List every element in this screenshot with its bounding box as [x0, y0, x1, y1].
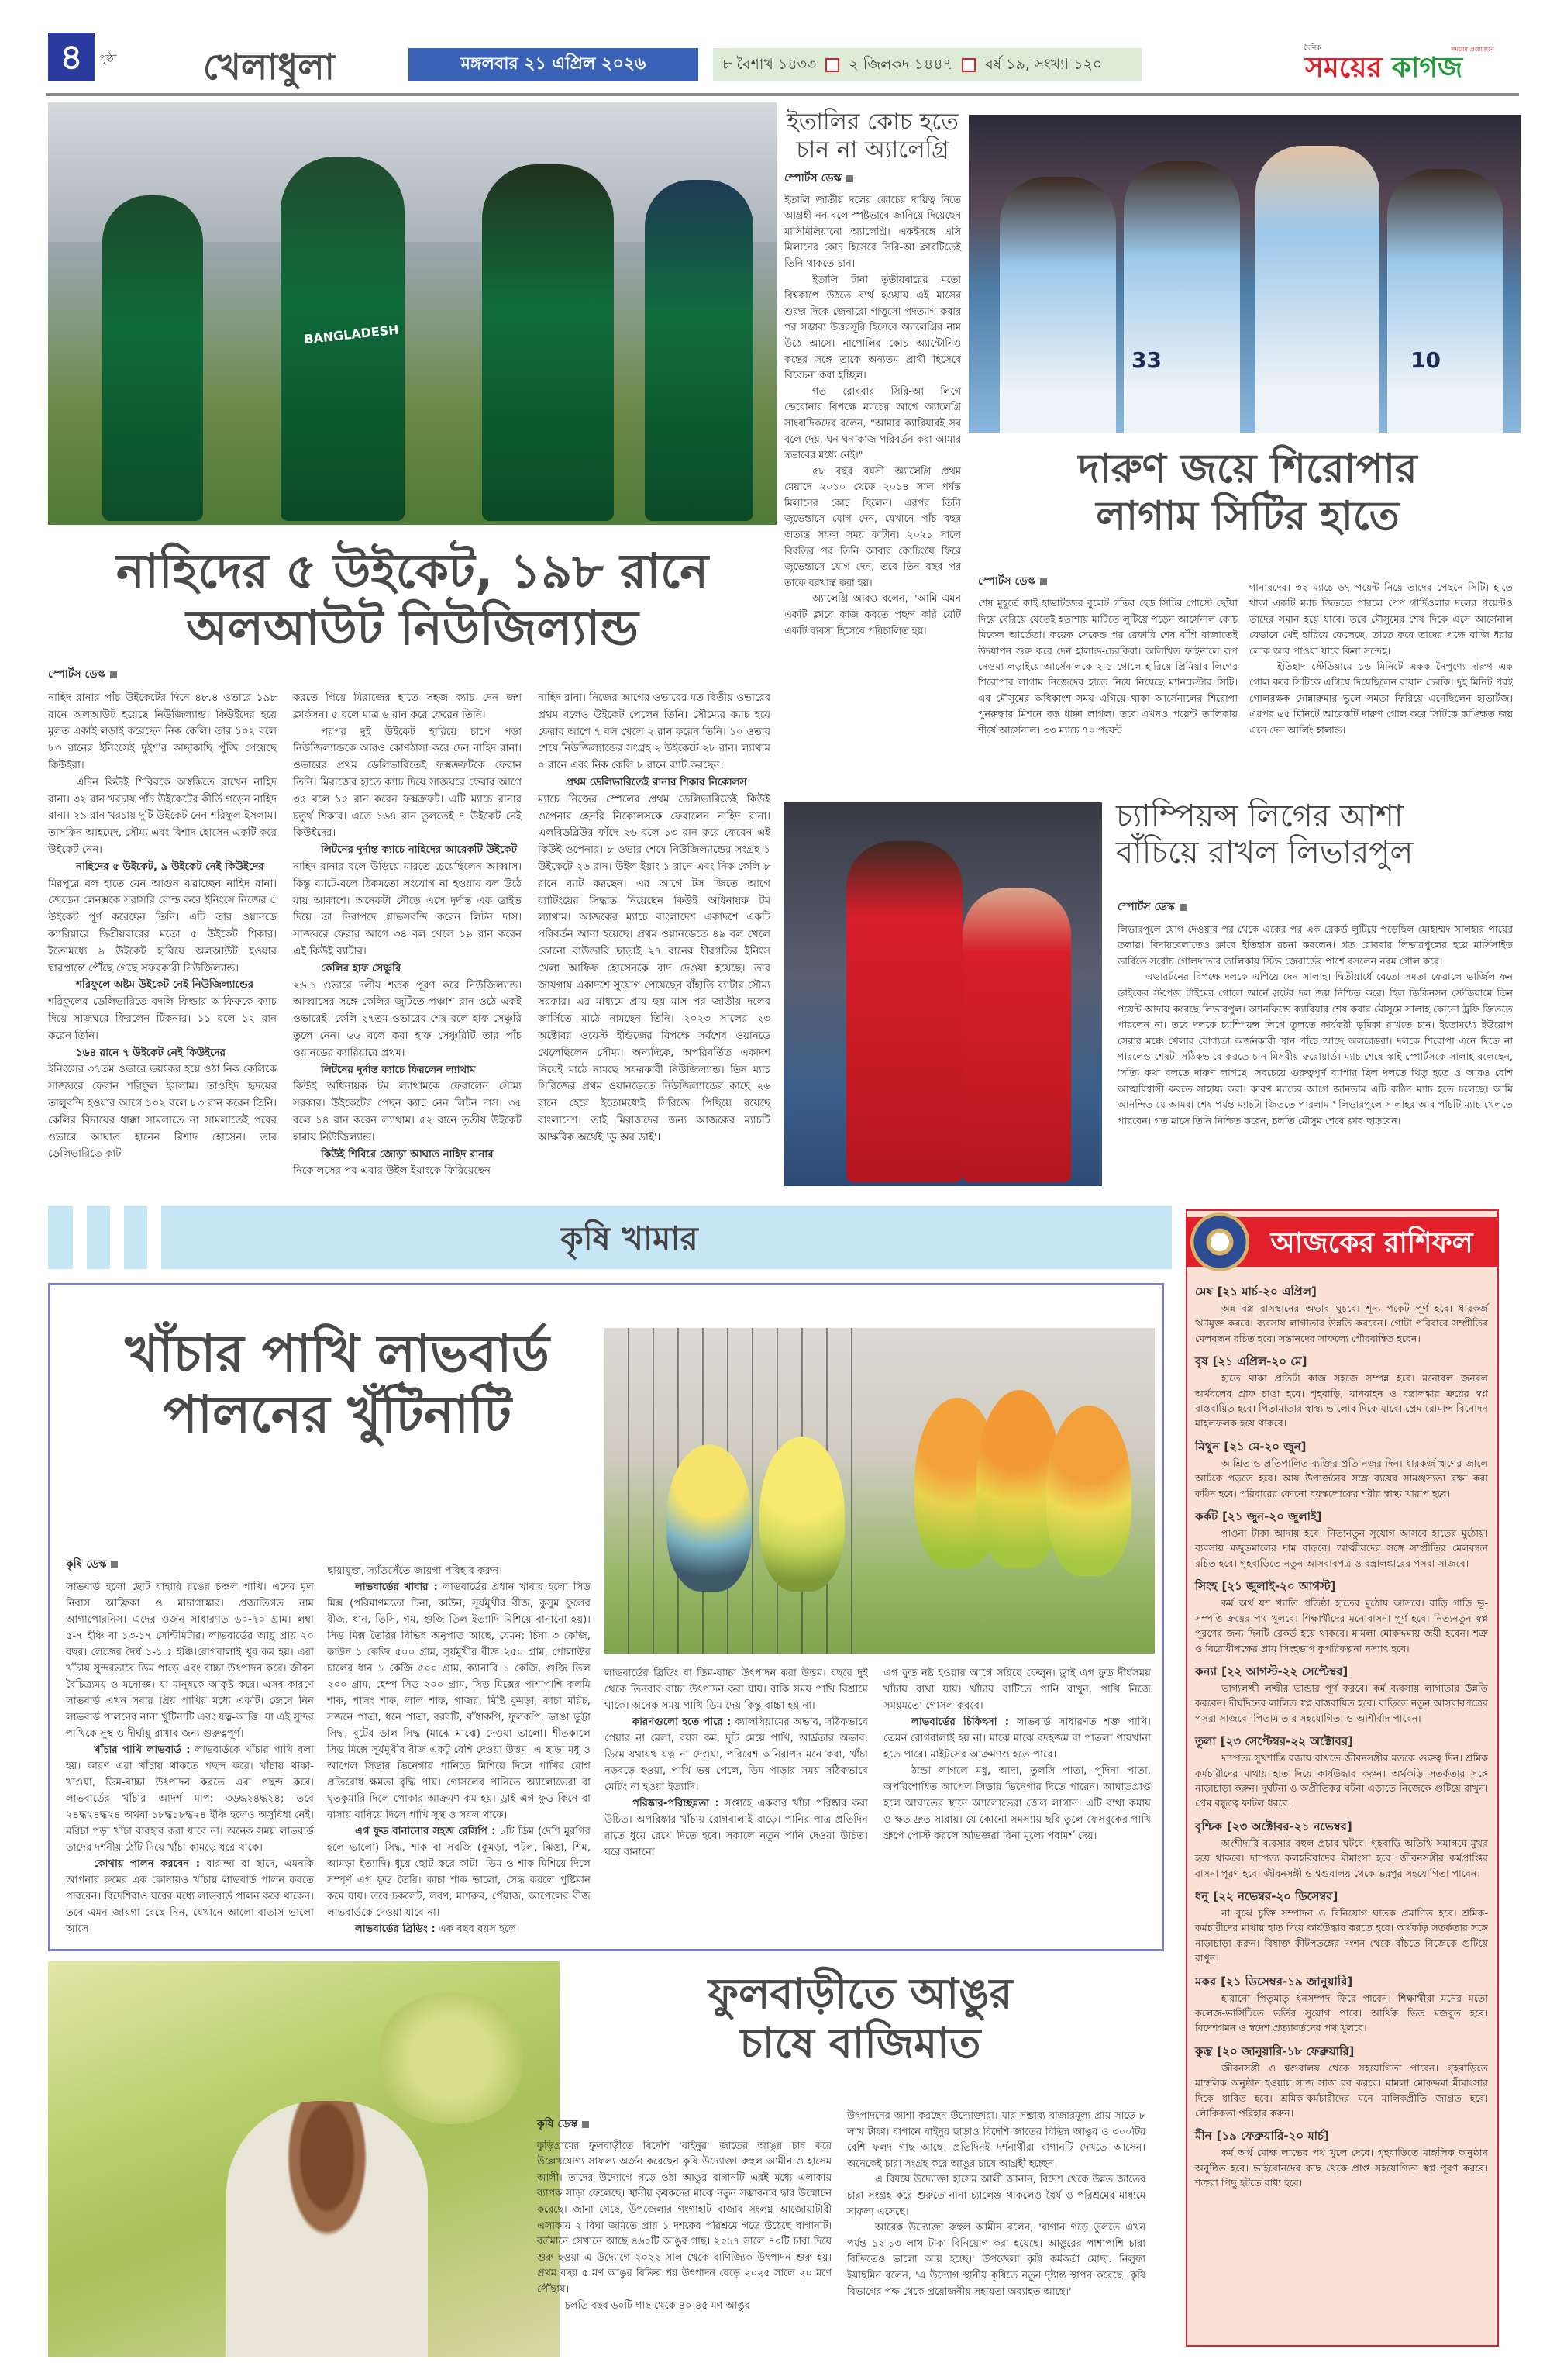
page-number-box: ৪ [48, 33, 95, 81]
horoscope-entry [1195, 1352, 1488, 1431]
grapes-headline-line2: চাষে বাজিমাত [739, 2018, 981, 2068]
byline: কৃষি ডেস্ক [537, 2116, 832, 2133]
paragraph: লাভবার্ডের খাবার : লাভবার্ডের প্রধান খাবার হলো সিড মিক্স (পরিমাণমতো চিনা, কাউন, সূর্যমুখীর বীজ, কুসুম ফুলের বীজ, ধান, তিসি, গম, গুজি তিল ইত্যাদি মিশিয়ে বানানো হয়)। সিড মিক্স তৈরির বিভিন্ন অনুপাত আছে, যেমন: চিনা ৩ কেজি, কাউন ১ কেজি ৫০০ গ্রাম, সূর্যমুখীর বীজ ২৫০ গ্রাম, পোলাউর চালের ধান ১ কেজি ৫০০ গ্রাম, ক্যানারি ১ কেজি, গুজি তিল ২০০ গ্রাম, হেম্প সিড ২০০ গ্রাম, সিড মিক্সের পাশাপাশি কলমি শাক, পালং শাক, লাল শাক, গাজর, মিষ্টি কুমড়া, কাচা মরিচ, সজনে পাতা, ধনে পাতা, বরবটি, বাঁধাকপি, ফুলকপি, ভাঙা ভুট্টা সিদ্ধ, বুটের ডাল সিদ্ধ (মাঝে মাঝে) দেওয়া ভালো। শীতকালে সিড মিক্সে সূর্যমুখীর বীজ একটু বেশি দেওয়া উত্তম। এ ছাড়া মধু ও আপেল সিডার ভিনেগার পানিতে মিশিয়ে দিলে পাখির রোগ প্রতিরোধ ক্ষমতা বৃদ্ধি পায়। গোসলের পানিতে অ্যালোভেরা বা ঘৃতকুমারি দিলে পোকার আক্রমণ কম হয়। ড্রাই এগ ফুড কিনে বা বাসায় বানিয়ে দিলে পাখি সুস্থ ও সবল থাকে। [327, 1581, 591, 1821]
zodiac-sign-heading [1195, 1282, 1488, 1301]
paragraph: কুড়িগ্রামের ফুলবাড়ীতে বিদেশি 'বাইনুর' জাতের আঙুর চাষ করে উল্লেখযোগ্য সাফল্য অর্জন করেছেন কৃষি উদ্যোক্তা রুহুল আমীন ও হাসেম আলী। তাদের উদ্যোগে গড়ে ওঠা আঙুর বাগানটি এরই মধ্যে এলাকায় ব্যাপক সাড়া ফেলেছে। স্থানীয় কৃষকদের মাঝে নতুন সম্ভাবনার দ্বার উন্মোচন করেছে। জানা গেছে, উপজেলার গংগাহাট বাজার সংলগ্ন আজোয়াটারী এলাকায় ২ বিঘা জমিতে প্রায় ১ দশকের পরিশ্রমে গড়ে উঠেছে বাগানটি। বর্তমানে সেখানে আছে ৪৬০টি আঙুর গাছ। ২০১৭ সালে ৪০টি চারা দিয়ে শুরু হওয়া এ উদ্যোগে ২০২২ সাল থেকে বাণিজ্যিক উৎপাদন শুরু হয়। প্রথম বছর ৫ মণ আঙুর বিক্রির পর উৎপাদন বেড়ে ২০২৫ সালে ২০ মণে পৌঁছায়। [537, 2140, 832, 2295]
man-city-photo [969, 115, 1521, 433]
shirt-number: 10 [1410, 347, 1441, 373]
subheading: প্রথম ডেলিভারিতেই রানার শিকার নিকোলস [566, 776, 747, 788]
paragraph: লিভারপুলে যোগ দেওয়ার পর থেকে একের পর এক রেকর্ড লুটিয়ে পড়েছিল মোহাম্মদ সালহার পায়ের তলায়। বিদায়বেলাতেও ক্লাবে ইতিহাস রচনা করলেন। গত রোববার লিভারপুলের হয়ে মার্সিসাইড ডার্বিতে সর্বোচ গোলদাতার তালিকায় স্টিভ জেরার্ডের পাশে বসলেন নবম গোল করে। [1118, 923, 1513, 967]
liverpool-headline [1116, 799, 1519, 871]
player-figure [482, 164, 614, 521]
nahid-headline [48, 543, 777, 656]
jersey-text: BANGLADESH [303, 322, 400, 347]
zodiac-date-range: [২১ জুন-২০ জুলাই] [1222, 1509, 1322, 1524]
byline: স্পোর্টস ডেস্ক [784, 171, 961, 187]
zodiac-forecast: হারানো পিতৃমাতৃ ধনসম্পদ ফিরে পাবেন। শিক্ষার্থীরা মনের মতো কলেজ-ভার্সিটিতে ভর্তির সুযোগ পাবে। আর্থিক ভিত মজবুত হবে। বিদেশগমন ও স্বদেশ প্রত্যাবর্তনের পথ খুলবে। [1195, 1992, 1488, 2034]
zodiac-forecast: কর্ম অর্থ যশ খ্যাতি প্রতিষ্ঠা হাতের মুঠোয় আসবে। বাড়ি গাড়ি ভূ-সম্পত্তি ক্রয়ের পথ খুলবে। শিক্ষার্থীদের মনোবাসনা পূর্ণ হবে। নিত্যনতুন স্বপ্ন পূরণের জন্য দিনটি রেকর্ড হয়ে থাকবে। মামলা মোকদ্দমায় জয়ী হবেন। শত্রু ও বিরোধীপক্ষের প্রায় সিংহভাগ কুপরিকল্পনা নস্যাৎ হবে। [1195, 1597, 1488, 1654]
zodiac-date-range: [২২ নভেম্বর-২০ ডিসেম্বর] [1213, 1888, 1338, 1903]
section-title: খেলাধুলা [203, 46, 335, 88]
lovebird-column-2 [327, 1563, 591, 1937]
nahid-headline-line2: অলআউট নিউজিল্যান্ড [186, 599, 639, 657]
player-figure [1000, 177, 1116, 433]
grape-cluster [374, 1992, 529, 2124]
zodiac-date-range: [২১ মে-২০ জুন] [1224, 1439, 1307, 1454]
hijri-date: ২ জিলকদ ১৪৪৭ [849, 56, 952, 73]
paragraph: গানারদের। ৩২ ম্যাচে ৬৭ পয়েন্ট নিয়ে তাদের পেছনে সিটি। হাতে থাকা একটি ম্যাচ জিততে পারলে পেপ গার্দিওলার দলের পয়েন্টও তাদের সমান হয়ে যাবে। তবে মৌসুমের শেষ দিকে এসে আর্সেনাল যেভাবে খেই হারিয়ে ফেলেছে, তাতে করে তাদের পক্ষে বাজি ধরার লোক আর পাওয়া যাবে কিনা সন্দেহ। [1249, 581, 1513, 657]
paragraph: শরিফুলের ডেলিভারিতে বদলি ফিল্ডার আফিফকে ক্যাচ দিয়ে সাজঘরে ফিরলেন টিকনার। ১১ বলে ১২ রান করেন তিনি। [48, 996, 277, 1042]
horoscope-entry [1195, 1732, 1488, 1811]
horoscope-entry [1195, 1662, 1488, 1726]
shirt-number: 33 [1132, 347, 1162, 373]
horoscope-entry [1195, 1817, 1488, 1881]
paragraph: পরিষ্কার-পরিচ্ছন্নতা : সপ্তাহে একবার খাঁচা পরিষ্কার করা উচিত। অপরিষ্কার খাঁচায় রোগবালাই বাড়ে। পানির পাত্র প্রতিদিন রাতে ধুয়ে রেখে দিতে হবে। সকালে নতুন পানি দেওয়া উচিত। ঘরে বানানো [604, 1798, 868, 1858]
para-lead: কোথায় পালন করবেন : [94, 1858, 200, 1870]
separator-icon [962, 58, 976, 72]
paragraph: ছায়াযুক্ত, স্যাঁতসেঁতে জায়গা পরিহার করুন। [327, 1565, 503, 1577]
zodiac-forecast: দাম্পত্য সুখশান্তি বজায় রাখতে জীবনসঙ্গীর মতকে গুরুত্ব দিন। শ্রমিক কর্মচারীদের মাথায় হাত দিয়ে কার্যউদ্ধার করুন। অর্থকড়ি সতর্কতার সঙ্গে নাড়াচাড়া করুন। দুর্ঘটনা ও অপ্রীতিকর ঘটনা এড়াতে নিজেকে গুটিয়ে রাখুন। প্রেম বন্ধুত্বে ফাটল ধরবে। [1195, 1752, 1488, 1809]
zodiac-sign-heading [1195, 1887, 1488, 1906]
paragraph: লাভবার্ডের ব্রিডিং : এক বছর বয়স হলে [355, 1923, 517, 1935]
cricket-photo [48, 102, 777, 525]
lovebird-headline-line1: খাঁচার পাখি লাভবার্ড [125, 1324, 549, 1384]
paragraph: চলতি বছর ৬০টি গাছ থেকে ৪০-৪৫ মণ আঙুর [565, 2299, 750, 2312]
zodiac-date-range: [২১ এপ্রিল-২০ মে] [1212, 1354, 1307, 1369]
zodiac-date-range: [২১ ডিসেম্বর-১৯ জানুয়ারি] [1221, 1974, 1353, 1989]
paragraph: এভারটনের বিপক্ষে দলকে এগিয়ে দেন সালাহ। দ্বিতীয়ার্ধে বেতো সমতা ফেরালে ভার্জিল ফন ডাইকের স্টপেজ টাইমের গোলে আর্নে স্লটের দল জয় নিশ্চিত করে। হিল ডিকিনসন স্টেডিয়ামে তিন পয়েন্ট আদায় করেছে লিভারপুল। অ্যানফিল্ডে ক্যারিয়ার শেষ করার মৌসুমে সালাহ কোনো ট্রফি জিততে পারলেন না। তবে দলকে চ্যাম্পিয়ন্স লিগে তুলতে কার্যকরী ভূমিকা রাখতে চান। ইতোমধ্যে ইউরোপ সেরার মঞ্চে খেলার যোগ্যতা অর্জনকারী স্থান পাঁচে আছে অলরেডরা। দলকে শিরোপা এনে দিতে না পারলেও শেষটা সঠিকভাবে করতে চান মিসরীয় ফরোয়ার্ড। ম্যাচ শেষে স্কাই স্পোর্টসকে সালাহ বলেছেন, 'সত্যি কথা বলতে দারুণ লাগছে। সবচেয়ে গুরুত্বপূর্ণ ব্যাপার ছিল দলতে থিতু হতে ও আরও বেশি আত্মবিশ্বাসী করতে সাহায্য করা। কারণ ম্যাচের আগে জানতাম এটি কঠিন ম্যাচ হতে চলেছে। আমি আনন্দিত যে আমরা শেষ পর্যন্ত ম্যাচটা জিততে পারলাম।' লিভারপুলে সালাহর আর পাঁচটি ম্যাচ খেলতে পারবেন। গত মাসে তিনি নিশ্চিত করেন, চলতি মৌসুম শেষে ক্লাব ছাড়বেন। [1118, 971, 1513, 1126]
paragraph: নাহিদ রানার পাঁচ উইকেটের দিনে ৪৮.৪ ওভারে ১৯৮ রানে অলআউট হয়েছে নিউজিল্যান্ড। কিউইদের হয়ে মূলত একাই লড়াই করেছেন নিক কেলি। তার ১০২ বলে ৮৩ রানের ইনিংসেই দুইশ'র কাছাকাছি পুঁজি পেয়েছে কিউইরা। [48, 692, 277, 771]
player-figure [102, 195, 203, 521]
date-bar: মঙ্গলবার ২১ এপ্রিল ২০২৬ [408, 48, 698, 81]
banner-stripe [73, 1206, 87, 1269]
liverpool-photo [784, 802, 1102, 1186]
zodiac-date-range: [২১ মার্চ-২০ এপ্রিল] [1217, 1285, 1317, 1299]
zodiac-sign-name: মিথুন [1195, 1439, 1220, 1454]
zodiac-forecast: কর্ম অর্থ মোক্ষ লাভের পথ খুলে দেবে। গৃহবাড়িতে মাঙ্গলিক অনুষ্ঠান অনুষ্ঠিত হবে। ভাইবোনদের কাছ থেকে প্রাপ্ত সহযোগিতা স্বপ্ন পূরণ করবে। শত্রুরা পিছু হটতে বাধ্য হবে। [1195, 2147, 1488, 2189]
zodiac-sign-heading [1195, 1352, 1488, 1371]
horoscope-entry [1195, 1577, 1488, 1656]
paragraph: কোথায় পালন করবেন : বারান্দা বা ছাদে, এমনকি আপনার রুমের এক কোনায়ও খাঁচায় লাভবার্ড পালন করতে পারবেন। বিদেশিরাও ঘরের মধ্যে লাভবার্ড পালন করে থাকেন। তবে এমন জায়গা বেছে নিন, যেখানে আলো-বাতাস ভালো আসে। [66, 1858, 314, 1935]
para-lead: লাভবার্ডের ব্রিডিং : [355, 1923, 436, 1935]
lovebird-article-box [48, 1283, 1164, 1951]
separator-icon [825, 58, 839, 72]
horoscope-entry [1195, 1282, 1488, 1346]
horoscope-header [1187, 1217, 1497, 1267]
nahid-headline-line1: নাহিদের ৫ উইকেট, ১৯৮ রানে [115, 543, 709, 599]
zodiac-forecast: আশ্রিত ও প্রতিপালিত ব্যক্তির প্রতি নজর দিন। ধারকর্জ ঋণের জালে আটকে পড়তে হবে। আয় উপার্জনের সঙ্গে ব্যয়ের সামঞ্জস্যতা রক্ষা করা কঠিন হবে। পরিবারের কোনো বয়স্কলোকের শরীর স্বাস্থ্য খারাপ হবে। [1195, 1457, 1488, 1499]
paragraph: মিরপুরে বল হাতে যেন আগুন ঝরাচ্ছেন নাহিদ রানা। জেডেন লেনক্সকে সরাসরি বোল্ড করে ইনিংসে নিজের ৫ উইকেট পূর্ণ করেছেন তিনি। এটি তার ওয়ানডে ক্যারিয়ারে দ্বিতীয়বারের মতো ৫ উইকেট শিকার। ইতোমধ্যে ৯ উইকেট হারিয়ে অলআউট হওয়ার দ্বারপ্রান্তে পৌঁছে গেছে সফরকারী নিউজিল্যান্ড। [48, 878, 277, 974]
paragraph: নাহিদ রানার বলে উড়িয়ে মারতে চেয়েছিলেন আব্বাস। কিন্তু ব্যাটে-বলে ঠিকমতো সংযোগ না হওয়ায় বল উঠে যায় আকাশে। অনেকটা দৌড়ে এসে দুর্দান্ত এক ডাইভ দিয়ে তা নিরাপদে গ্লাভসবন্দি করেন লিটন দাস। সাজঘরে ফেরার আগে ৩৪ বল খেলে ১৯ রান করেন এই কিউই ব্যাটার। [293, 861, 522, 957]
grapes-column-1 [537, 2116, 832, 2314]
masthead-rule [46, 93, 1519, 96]
zodiac-date-range: [২১ জুলাই-২০ আগস্ট] [1221, 1579, 1336, 1594]
subheading: নাহিদের ৫ উইকেট, ৯ উইকেট নেই কিউইদের [76, 861, 264, 873]
horoscope-entry [1195, 2042, 1488, 2121]
subheading: কেলির হাফ সেঞ্চুরি [321, 962, 401, 974]
player-figure [1256, 146, 1380, 433]
paragraph: ২৬.১ ওভারে দলীয় শতক পূরণ করে নিউজিল্যান্ড। আব্বাসের সঙ্গে কেলির জুটিতে পঞ্চাশ রান ওঠে একই ওভারেই। কেলি ২৭তম ওভারের শেষ বলে হাফ সেঞ্চুরি তুলে নেন। ৬৬ বলে করা হাফ সেঞ্চুরিটি তার পাঁচ ওয়ানডের ক্যারিয়ারে প্রথম। [293, 979, 522, 1059]
zodiac-sign-heading [1195, 2126, 1488, 2145]
zodiac-sign-name: বৃষ [1195, 1354, 1208, 1369]
horoscope-entry [1195, 1972, 1488, 2036]
banner-title: কৃষি খামার [560, 1219, 698, 1257]
lovebird-column-1 [66, 1557, 314, 1937]
horoscope-box [1186, 1209, 1499, 2347]
zodiac-date-range: [২৩ সেপ্টেম্বর-২২ অক্টোবর] [1220, 1734, 1353, 1749]
zodiac-date-range: [১৯ ফেব্রুয়ারি-২০ মার্চ] [1216, 2129, 1329, 2144]
paragraph: ম্যাচে নিজের স্পেলের প্রথম ডেলিভারিতেই কিউই ওপেনার হেনরি নিকোলসকে ফেরালেন নাহিদ রানা। এলবিডব্লিউর ফাঁদে ২৬ বলে ১৩ রান করে ফেরেন এই কিউই ওপেনার। ৮ ওভার শেষে নিউজিল্যান্ডের সংগ্রহ ১ উইকেটে ২৬ রান। উইল ইয়াং ১ রানে এবং নিক কেলি ৮ রানে ব্যাট করছেন। এর আগে টস জিতে আগে ব্যাটিংয়ের সিদ্ধান্ত নিয়েছেন কিউই অধিনায়ক টম ল্যাথাম। আজকের ম্যাচে বাংলাদেশ একাদশে একটি পরিবর্তন আনা হয়েছে। প্রথম ওয়ানডেতে ৪৯ বল খেলে কোনো বাউন্ডারি ছাড়াই ২৭ রানের ধীরগতির ইনিংস খেলা আফিফ হোসেনকে বাদ দেওয়া হয়েছে। তার জায়গায় একাদশে সুযোগ পেয়েছেন বাঁহাতি ব্যাটার সৌম্য সরকার। এর মাধ্যমে প্রায় ছয় মাস পর জাতীয় দলের জার্সিতে মাঠে নামছেন তিনি। ২০২৩ সালের ২৩ অক্টোবর ওয়েস্ট ইন্ডিজের বিপক্ষে সর্বশেষ ওয়ানডে খেলেছিলেন সৌম্য। অন্যদিকে, অপরিবর্তিত একাদশ নিয়েই মাঠে নামছে সফরকারী নিউজিল্যান্ড। তিন ম্যাচ সিরিজের প্রথম ওয়ানডেতে নিউজিল্যান্ডের কাছে ২৬ রানে হেরে ইতোমধ্যেই সিরিজে পিছিয়ে রয়েছে বাংলাদেশ। তাই মিরাজদের জন্য আজকের ম্যাচটি আক্ষরিক অর্থেই 'ডু অর ডাই'। [538, 793, 770, 1143]
grapes-column-2 [847, 2109, 1145, 2300]
masthead [0, 0, 1550, 89]
zodiac-sign-name: মীন [1195, 2129, 1212, 2144]
subheading: ১৬৪ রানে ৭ উইকেট নেই কিউইদের [76, 1047, 226, 1059]
grape-farmer-photo [48, 1961, 560, 2357]
paragraph: পরপর দুই উইকেট হারিয়ে চাপে পড়া নিউজিল্যান্ডকে আরও কোণঠাসা করে দেন নাহিদ রানা। ওভারের প্রথম ডেলিভারিতেই ফক্সক্রফটকে ফেরান তিনি। মিরাজের হাতে ক্যাচ দিয়ে সাজঘরে ফেরার আগে ৩৫ বলে ১৫ রান করেন ফক্সক্রফট। এটি ম্যাচে রানার চতুর্থ শিকার। এতে ১৬৪ রান তুলতেই ৭ উইকেট নেই কিউইদের। [293, 726, 522, 840]
paragraph: শেষ মুহূর্তে কাই হাভার্টজের বুলেট গতির হেড সিটির পোস্টে ছোঁয়া দিয়ে বেরিয়ে যেতেই হতাশায় মাটিতে লুটিয়ে পড়েন আর্সেনাল কোচ মিকেল আর্তেতা। কয়েক সেকেন্ড পর রেফারি শেষ বাঁশি বাজাতেই উদযাপন শুরু করে দেন হালান্ড-চেরকিরা। অলিখিত ফাইনালে রূপ নেওয়া লড়াইয়ে আর্সেনালকে ২-১ গোলে হারিয়ে প্রিমিয়ার লিগের শিরোপার লাগাম নিজেদের হাতে নিয়ে নিয়েছে ম্যানচেস্টার সিটি। এর মৌসুমের অধিকাংশ সময় এগিয়ে থাকা আর্সেনালের শিরোপা পুনরুদ্ধার মিশনে বড় ধাক্কা লাগল। তবে এখনও পয়েন্ট তালিকায় শীর্ষে আর্সেনাল। ৩৩ ম্যাচে ৭০ পয়েন্ট [978, 597, 1238, 736]
byline: কৃষি ডেস্ক [66, 1557, 314, 1573]
zodiac-sign-name: বৃশ্চিক [1195, 1819, 1223, 1833]
horoscope-entry [1195, 2126, 1488, 2190]
horoscope-entry [1195, 1887, 1488, 1966]
lovebird-column-3 [604, 1665, 868, 1861]
zodiac-forecast: পাওনা টাকা আদায় হবে। নিত্যনতুন সুযোগ আসবে হাতের মুঠোয়। ব্যবসায় মজুতমালের দাম বাড়বে। আত্মীয়দের সঙ্গে সম্প্রীতির মেলবন্ধন রচিত হবে। গৃহবাড়িতে নতুন আসবাবপত্র ও বস্ত্রালঙ্কারের পসরা সাজবে। [1195, 1527, 1488, 1569]
logo-small-text: দৈনিক [1304, 44, 1321, 52]
zodiac-forecast: জীবনসঙ্গী ও শ্বশুরালয় থেকে সহযোগিতা পাবেন। গৃহবাড়িতে মাঙ্গলিক অনুষ্ঠান হওয়ায় সাজ সাজ রব করবে। মামলা মোকদ্দমা মীমাংসার দিকে ধাবিত হবে। শ্রমিক-কর্মচারীদের মনে মালিকপ্রীতি জাগ্রত হবে। লৌকিকতা পরিহার করুন। [1195, 2061, 1488, 2120]
player-figure [963, 888, 1071, 1182]
city-column-2 [1249, 580, 1513, 738]
bird-figure [760, 1437, 845, 1592]
subheading: কিউই শিবিরে জোড়া আঘাত নাহিদ রানার [321, 1148, 494, 1161]
para-lead: এগ ফুড বানানোর সহজ রেসিপি : [355, 1826, 496, 1837]
paragraph: করতে গিয়ে মিরাজের হাতে সহজ ক্যাচ দেন জশ ক্লার্কসন। ৫ বলে মাত্র ৬ রান করে ফেরেন তিনি। [293, 692, 522, 721]
horoscope-list [1195, 1282, 1488, 2197]
farmer-figure [226, 2101, 428, 2357]
grapes-headline [558, 1969, 1162, 2068]
subheading: লিটনের দুর্দান্ত ক্যাচে নাহিদের আরেকটি উইকেট [321, 844, 517, 857]
para-lead: পরিষ্কার-পরিচ্ছন্নতা : [632, 1798, 719, 1809]
lovebird-headline-line2: পালনের খুঁটিনাটি [163, 1384, 512, 1444]
player-figure [846, 841, 963, 1182]
zodiac-sign-name: কর্কট [1195, 1509, 1218, 1524]
page-label: পৃষ্ঠা [99, 53, 117, 65]
allegri-headline: ইতালির কোচ হতে চান না অ্যালেগ্রি [787, 109, 959, 164]
allegri-article [784, 109, 961, 640]
zodiac-sign-heading [1195, 2042, 1488, 2061]
zodiac-sign-name: মকর [1195, 1974, 1217, 1989]
grapes-headline-line1: ফুলবাড়ীতে আঙুর [708, 1969, 1013, 2018]
paragraph: ইতিহাদ স্টেডিয়ামে ১৬ মিনিটে একক নৈপুণ্যে দারুণ এক গোল করে সিটিকে এগিয়ে দিয়েছিলেন রায়ান চেরকি। দুই মিনিট পরই গোলরক্ষক দোন্নারুমার ভুলে সমতা ফিরিয়ে এনেছিলেন হাভার্টজ। এরপর ৬৫ মিনিটে আরেকটি দারুণ গোল করে সিটিকে কাঙ্ক্ষিত জয় এনে দেন আর্লিং হালান্ড। [1249, 661, 1513, 736]
paragraph: খাঁচার পাখি লাভবার্ড : লাভবার্ডকে খাঁচার পাখি বলা হয়। কারণ এরা খাঁচায় থাকতে পছন্দ করে। খাঁচায় থাকা-খাওয়া, ডিম-বাচ্চা উৎপাদন করতে এরা পছন্দ করে। লাভবার্ডের খাঁচার আদর্শ মাপ: ৩৬দ্ধ২৪দ্ধ২৪; তবে ২৪দ্ধ২৪দ্ধ২৪ অথবা ১৮দ্ধ১৮দ্ধ২৪ ইঞ্চি হলেও অসুবিধা নেই। মরিচা পড়া খাঁচা ব্যবহার করা যাবে না। অনেক সময় লাভবার্ড তাদের দর্শনীয় ঠোঁট দিয়ে খাঁচা কামড়ে ধরে থাকে। [66, 1744, 314, 1854]
zodiac-sign-name: কন্যা [1195, 1664, 1218, 1678]
issue-number: বর্ষ ১৯, সংখ্যা ১২০ [985, 56, 1103, 73]
zodiac-date-range: [২৩ অক্টোবর-২১ নভেম্বর] [1227, 1819, 1352, 1833]
zodiac-sign-heading [1195, 1662, 1488, 1681]
zodiac-wheel-icon [1190, 1212, 1249, 1271]
city-headline-line1: দারুণ জয়ে শিরোপার [1078, 446, 1417, 492]
paragraph: ইনিংসের ৩৭তম ওভারে ভয়ংকর হয়ে ওঠা নিক কেলিকে সাজঘরে ফেরান শরিফুল ইসলাম। তাওহিদ হৃদয়ের তালুবন্দি হওয়ার আগে ১০২ বলে ৮৩ রান করেন তিনি। কেলির বিদায়ের ধাক্কা সামলাতে না সামলাতেই পরের ওভারে আঘাত হানেন রিশাদ হোসেন। তার ডেলিভারিতে কাট [48, 1064, 277, 1161]
zodiac-sign-name: সিংহ [1195, 1579, 1218, 1594]
player-figure [1124, 161, 1240, 433]
paragraph: নিকোলসের পর এবার উইল ইয়াংকে ফিরিয়েছেন [293, 1165, 491, 1178]
paragraph: লাভবার্ডের ব্রিডিং বা ডিম-বাচ্চা উৎপাদন করা উত্তম। বছরে দুই থেকে তিনবার বাচ্চা উৎপাদন করা যায়। বাকি সময় পাখি বিশ্রামে থাকে। অনেক সময় পাখি ডিম দেয় কিন্তু বাচ্চা হয় না। [604, 1668, 868, 1712]
lovebird-photo [604, 1328, 1155, 1654]
paragraph: এগ ফুড নষ্ট হওয়ার আগে সরিয়ে ফেলুন। ড্রাই এগ ফুড দীর্ঘসময় খাঁচায় রাখা যায়। খাঁচায় বাটিতে পানি রাখুন, পাখি নিজে সময়মতো গোসল করবে। [884, 1668, 1151, 1712]
banner-stripe [110, 1206, 124, 1269]
paragraph: কিউই অধিনায়ক টম ল্যাথামকে ফেরালেন সৌম্য সরকার। উইকেটের পেছন ক্যাচ নেন লিটন দাস। ৩৫ বলে ১৪ রান করেন ল্যাথাম। ৫২ রানে তৃতীয় উইকেট হারায় নিউজিল্যান্ড। [293, 1081, 522, 1143]
city-headline [976, 446, 1519, 541]
paragraph: এ বিষয়ে উদ্যোক্তা হাসেম আলী জানান, বিদেশ থেকে উন্নত জাতের চারা সংগ্রহ করে শুরুতে নানা চ্যালেঞ্জ থাকলেও ধৈর্য ও পরিশ্রমের মাধ্যমে সাফল্য এসেছে। [847, 2174, 1145, 2218]
issue-info-bar [713, 48, 1142, 81]
paragraph: লাভবার্ড হলো ছোট বাহারি রঙের চঞ্চল পাখি। এদের মূল নিবাস আফ্রিকা ও মাদাগাস্কার। প্রজাতিগত নাম আগাপোরনিস। এদের ওজন সাধারণত ৬০-৭০ গ্রাম। লম্বা ৫-৭ ইঞ্চি বা ১৩-১৭ সেন্টিমিটার। লাভবার্ডের আয়ু প্রায় ২০ বছর। লেজের দৈর্ঘ ১-১.৫ ইঞ্চি।রোগবালাই খুব কম হয়। এরা খাঁচায় সুন্দরভাবে ডিম পাড়ে এবং বাচ্চা উৎপাদন করে। জীবন বৈচিত্র্যময় ও মনোজ্ঞ। যা মানুষকে আকৃষ্ট করে। এসব কারণে লাভবার্ড এখন সবার প্রিয় পাখির মধ্যে একটি। জেনে নিন লাভবার্ড পালনের নানা খুঁটিনাটি এবং যত্ন-আত্তি। যা এই সুন্দর পাখিকে সুস্থ ও দীর্ঘায়ু রাখার জন্য গুরুত্বপূর্ণ। [66, 1581, 314, 1740]
zodiac-forecast: হাতে থাকা প্রতিটা কাজ সহজে সম্পন্ন হবে। মনোবল জনবল অর্থবলের গ্রাফ চাঙা হবে। গৃহবাড়ি, যানবাহন ও বস্ত্রালঙ্কার ক্রয়ের স্বপ্ন বাস্তবায়িত হবে। পিতামাতার স্বাস্থ্য ভালোর দিকে যাবে। প্রেম রোমান্স বিনোদন মাইলফলক হয়ে থাকবে। [1195, 1372, 1488, 1430]
para-lead: খাঁচার পাখি লাভবার্ড : [94, 1744, 191, 1756]
zodiac-sign-heading [1195, 1507, 1488, 1526]
bird-figure [1046, 1406, 1132, 1576]
paragraph: এদিন কিউই শিবিরকে অস্বস্তিতে রাখেন নাহিদ রানা। ৩২ রান খরচায় পাঁচ উইকেটের কীর্তি গড়েন নাহিদ রানা। ২৯ রান খরচায় দুটি উইকেট নেন শরিফুল ইসলাম। তাসকিন আহমেদ, সৌম্য এবং রিশাদ হোসেন একটি করে উইকেট নেন। [48, 776, 277, 856]
paragraph: কারণগুলো হতে পারে : ক্যালসিয়ামের অভাব, সঠিকভাবে পেয়ার না মেলা, বয়স কম, দুটি মেয়ে পাখি, আর্দ্রতার অভাব, ডিমে যথাযথ যত্ন না দেওয়া, পরিবেশ অনিরাপদ মনে করা, খাঁচা নড়বড়ে হওয়া, পাখি ভয় পেলে, ডিম পাড়ার সময় সঠিকভাবে মেটিং না হওয়া ইত্যাদি। [604, 1716, 868, 1793]
logo-green-word: কাগজ [1391, 52, 1463, 84]
byline: স্পোর্টস ডেস্ক [978, 574, 1238, 589]
zodiac-sign-heading [1195, 1972, 1488, 1991]
logo-wordmark [1305, 51, 1462, 85]
zodiac-forecast: না বুঝে চুক্তি সম্পাদন ও বিনিয়োগ ঘাতক প্রমাণিত হবে। শ্রমিক-কর্মচারীদের মাথায় হাত দিয়ে কার্যউদ্ধার করতে হবে। অর্থকড়ি সতর্কতার সঙ্গে নাড়াচাড়া করুন। বিষাক্ত কীটপতঙ্গের দংশন থেকে বাঁচতে নিজেকে গুটিয়ে রাখুন। [1195, 1906, 1488, 1964]
zodiac-forecast: অংশীদারি ব্যবসার বহুল প্রচার ঘটবে। গৃহবাড়ি অতিথি সমাগমে মুখর হয়ে থাকবে। দাম্পত্য কলহবিবাদের মীমাংসা হবে। জীবনসঙ্গীর কর্মপ্রাপ্তির বাসনা পূরণ হবে। জীবনসঙ্গী ও শ্বশুরালয় থেকে ভরপুর সহযোগিতা পাবেন। [1195, 1837, 1488, 1879]
paragraph: উৎপাদনের আশা করছেন উদ্যোক্তারা। যার সম্ভাব্য বাজারমূল্য প্রায় সাড়ে ৮ লাখ টাকা। বাগানে বাইনুর ছাড়াও বিদেশি জাতের বিভিন্ন আঙুর ও ৩০০টির বেশি ফলদ গাছ আছে। প্রতিদিনই দর্শনার্থীরা বাগানটি দেখতে আসেন। অনেকেই চারা সংগ্রহ করে আঙুর চাষে আগ্রহী হচ্ছেন। [847, 2110, 1145, 2170]
nahid-column-2 [293, 690, 522, 1180]
paragraph: ইতালি টানা তৃতীয়বারের মতো বিশ্বকাপে উঠতে ব্যর্থ হওয়ায় এই মাসের শুরুর দিকে জেনারো গাত্তুসো পদত্যাগ করার পর সম্ভাব্য উত্তরসূরি হিসেবে অ্যালেগ্রির নাম উঠে আসে। নাপোলির কোচ অ্যান্টোনিও কন্তের সঙ্গে তাকে অন্যতম প্রার্থী হিসেবে বিবেচনা করা হচ্ছিল। [784, 274, 961, 382]
zodiac-sign-name: ধনু [1195, 1888, 1209, 1903]
newspaper-logo [1296, 40, 1528, 87]
krishi-khamar-banner [48, 1206, 1172, 1269]
zodiac-sign-heading [1195, 1817, 1488, 1836]
subheading: শরিফুলে অষ্টম উইকেট নেই নিউজিল্যান্ডের [76, 979, 254, 992]
horoscope-entry [1195, 1437, 1488, 1501]
liverpool-headline-line2: বাঁচিয়ে রাখল লিভারপুল [1116, 835, 1414, 871]
zodiac-sign-heading [1195, 1437, 1488, 1456]
zodiac-sign-name: মেষ [1195, 1285, 1213, 1299]
paragraph: অ্যালেগ্রি আরও বলেন, "আমি এমন একটি ক্লাবে কাজ করতে পছন্দ করি যেটি একটি ব্যবসা হিসেবে পরিচালিত হয়। [784, 593, 961, 637]
city-headline-line2: লাগাম সিটির হাতে [1096, 493, 1400, 540]
zodiac-date-range: [২০ জানুয়ারি-১৮ ফেব্রুয়ারি] [1217, 2044, 1355, 2058]
zodiac-sign-name: কুম্ভ [1195, 2044, 1213, 2058]
player-figure [645, 180, 753, 521]
byline: স্পোর্টস ডেস্ক [48, 667, 277, 684]
lovebird-column-4 [884, 1665, 1151, 1844]
player-figure [1387, 169, 1504, 433]
city-column-1 [978, 574, 1238, 738]
banner-stripe [147, 1206, 161, 1269]
paragraph: আরেক উদ্যোক্তা রুহুল আমীন বলেন, 'বাগান গড়ে তুলতে এখন পর্যন্ত ১২-১৩ লাখ টাকা বিনিয়োগ করা হয়েছে। আঙুরের পাশাপাশি চারা বিক্রিতেও ভালো আয় হচ্ছে।' উপজেলা কৃষি কর্মকর্তা মোছা. নিলুফা ইয়াছমিন বলেন, 'এ উদ্যোগ স্থানীয় কৃষিতে নতুন দৃষ্টান্ত স্থাপন করেছে। কৃষি বিভাগের পক্ষ থেকে প্রয়োজনীয় সহায়তা অব্যাহত আছে।' [847, 2222, 1145, 2298]
horoscope-entry [1195, 1507, 1488, 1571]
byline: স্পোর্টস ডেস্ক [1118, 899, 1513, 916]
paragraph: লাভবার্ডের চিকিৎসা : লাভবার্ড সাধারণত শক্ত পাখি। তেমন রোগবালাই হয় না। মাঝে মাঝে বদহজম বা পাতলা পায়খানা হতে পারে। মাইটসের আক্রমণও হতে পারে। [884, 1716, 1151, 1761]
zodiac-sign-heading [1195, 1577, 1488, 1595]
nahid-column-1 [48, 667, 277, 1163]
lovebird-headline [66, 1324, 608, 1445]
bird-figure [666, 1444, 752, 1592]
liverpool-headline-line1: চ্যাম্পিয়ন্স লিগের আশা [1116, 799, 1404, 834]
logo-red-word: সময়ের [1305, 52, 1383, 84]
para-lead: কারণগুলো হতে পারে : [632, 1716, 732, 1728]
para-lead: লাভবার্ডের চিকিৎসা : [911, 1716, 1010, 1728]
logo-tagline: সময়ের প্রয়োজনে [1451, 46, 1494, 53]
subheading: লিটনের দুর্দান্ত ক্যাচে ফিরলেন ল্যাথাম [321, 1064, 476, 1076]
paragraph: গত রোববার সিরি-আ লিগে ভেরোনার বিপক্ষে ম্যাচের আগে অ্যালেগ্রি সাংবাদিকদের বলেন, "আমার ক্যারিয়ারই সব বলে দেয়, ঘন ঘন কাজ পরিবর্তন করা আমার স্বভাবের মধ্যে নেই।" [784, 385, 961, 462]
zodiac-sign-heading [1195, 1732, 1488, 1751]
nahid-column-3 [538, 690, 770, 1147]
paragraph: ঠান্ডা লাগলে মধু, আদা, তুলসি পাতা, পুদিনা পাতা, অপরিশোধিত আপেল সিডার ভিনেগার দিতে পারেন। আঘাতপ্রাপ্ত হলে আঘাতের স্থানে অ্যালোভেরা জেল লাগান। এটি ব্যথা কমায় ও ক্ষত দ্রুত সারায়। যে কোনো সমস্যায় ছবি তুলে ফেসবুকের পাখি গ্রুপে পোস্ট করলে অভিজ্ঞরা বিনা মূল্যে পরামর্শ দেয়। [884, 1765, 1151, 1842]
paragraph: ৫৮ বছর বয়সী অ্যালেগ্রি প্রথম মেয়াদে ২০১০ থেকে ২০১৪ সাল পর্যন্ত মিলানের কোচ ছিলেন। এরপর তিনি জুভেন্তাসে যোগ দেন, যেখানে পাঁচ বছর অত্যন্ত সফল সময় কাটান। ২০২১ সালে বিরতির পর তিনি আবার কোচিংয়ে ফিরে জুভেন্তাসে যোগ দেন, তবে তিন বছর পর তাকে বরখাস্ত করা হয়। [784, 465, 961, 589]
zodiac-forecast: ভাগ্যলক্ষ্মী লক্ষ্মীর ভান্ডার পূর্ণ করবে। কর্ম ব্যবসায় লাগাতার উন্নতি করবেন। দীর্ঘদিনের লালিত স্বপ্ন বাস্তবায়িত হবে। বাড়িতে নতুন আসবাবপত্রের পসরা সাজবে। পিতামাতার সহযোগিতা ও আশীর্বাদ পাবেন। [1195, 1682, 1488, 1724]
para-lead: লাভবার্ডের খাবার : [355, 1581, 438, 1593]
zodiac-forecast: অন্ন বস্ত্র বাসস্থানের অভাব ঘুচবে। শূন্য পকেট পূর্ণ হবে। ধারকর্জ ঋণমুক্ত করবে। ব্যবসায় লাগাতার উন্নতি করবেন। গোটা পরিবারে সম্প্রীতির মেলবন্ধন রচিত হবে। সন্তানদের সাফল্যে গৌরবান্বিত হবেন। [1195, 1302, 1488, 1344]
paragraph: ইতালি জাতীয় দলের কোচের দায়িত্ব নিতে আগ্রহী নন বলে স্পষ্টভাবে জানিয়ে দিয়েছেন মাসিমিলিয়ানো অ্যালেগ্রি। একইসঙ্গে এসি মিলানের কোচ হিসেবে সিরি-আ ক্লাবটিতেই তিনি থাকতে চান। [784, 194, 961, 270]
zodiac-sign-name: তুলা [1195, 1734, 1216, 1749]
bangla-date: ৮ বৈশাখ ১৪৩৩ [722, 56, 817, 73]
liverpool-body [1118, 899, 1513, 1129]
zodiac-date-range: [২২ আগস্ট-২২ সেপ্টেম্বর] [1221, 1664, 1348, 1678]
horoscope-title: আজকের রাশিফল [1270, 1227, 1473, 1259]
paragraph: এগ ফুড বানানোর সহজ রেসিপি : ১টি ডিম (দেশি মুরগির হলে ভালো) সিদ্ধ, শাক বা সবজি (কুমড়া, পটল, ঝিঙা, শিম, আমড়া ইত্যাদি) ধুয়ে ছোট করে কাটা। ডিম ও শাক মিশিয়ে দিলে সম্পূর্ণ এগ ফুড তৈরি। কাচা শাক ভালো, সেদ্ধ করলে পুষ্টিমান কমে যায়। তবে চকলেট, লবণ, মাশরুম, পেঁয়াজ, আপেলের বীজ লাভবার্ডকে দেওয়া যাবে না। [327, 1826, 591, 1919]
paragraph: নাহিদ রানা। নিজের আগের ওভারের মত দ্বিতীয় ওভারের প্রথম বলেও উইকেট পেলেন তিনি। সৌম্যের ক্যাচ হয়ে ফেরার আগে ৭ বল খেলে ২ রান করেন তিনি। ১০ ওভার শেষে নিউজিল্যান্ডের সংগ্রহ ২ উইকেটে ২৮ রান। ল্যাথাম ০ রানে এবং নিক কেলি ৮ রানে ব্যাট করছেন। [538, 692, 770, 772]
